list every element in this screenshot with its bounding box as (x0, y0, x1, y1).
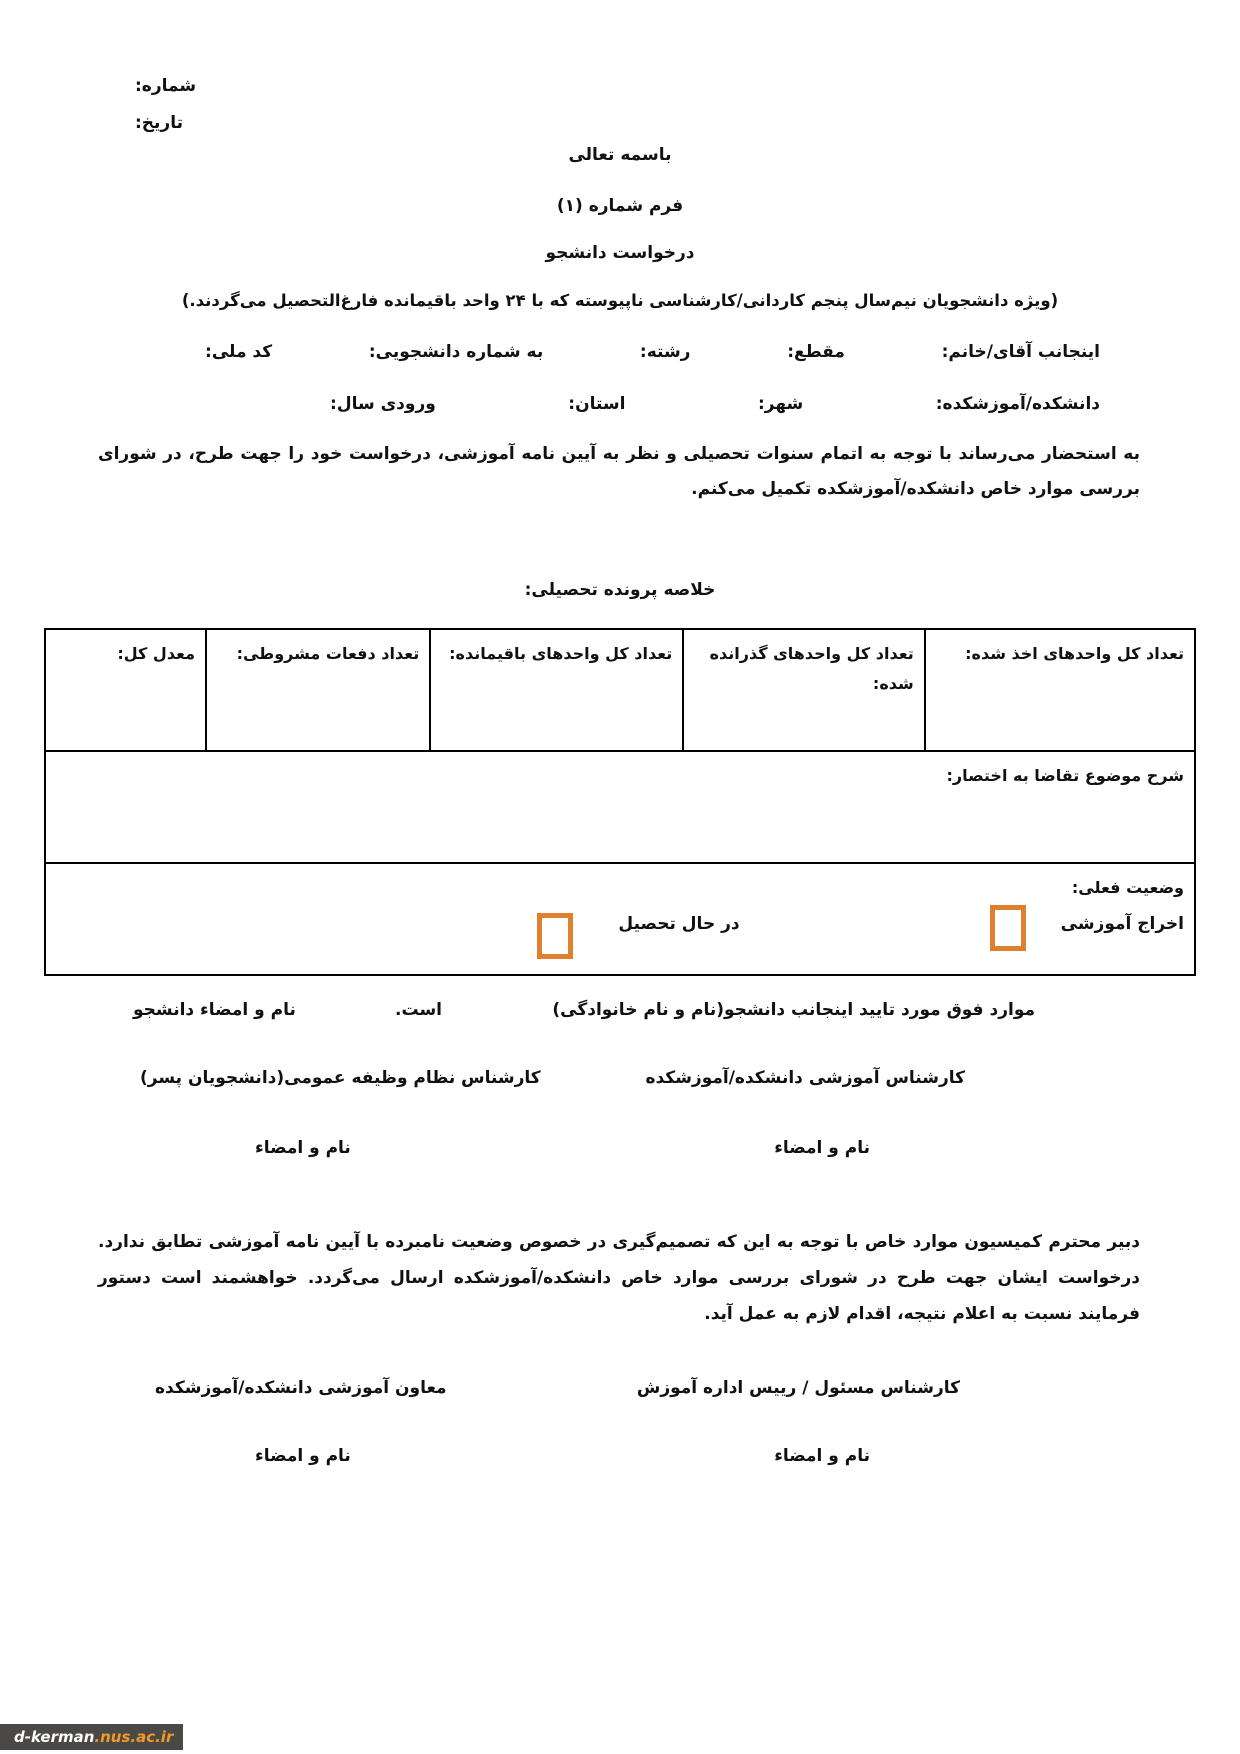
form-title: درخواست دانشجو (545, 243, 695, 263)
checkbox-currently-studying[interactable] (537, 913, 573, 959)
request-paragraph: به استحضار می‌رساند با توجه به اتمام سنوات تحصیلی و نظر به آیین نامه آموزشی، درخواست خود را جهت طرح، در شورای بررسی موارد خاص دانشکده/آموزشکده تکمیل می‌کنم. (98, 444, 1140, 499)
province-field-label: استان: (568, 394, 626, 414)
responsible-expert-label: کارشناس مسئول / رییس اداره آموزش (636, 1378, 960, 1398)
current-status-label: وضعیت فعلی: (1071, 878, 1184, 897)
status-options (52, 909, 1184, 959)
degree-field-label: مقطع: (787, 342, 845, 362)
table-header-row (45, 629, 1195, 751)
record-summary-heading: خلاصه پرونده تحصیلی: (524, 580, 716, 600)
site-watermark-suffix: .nus.ac.ir (94, 1728, 174, 1746)
checkbox-academic-dismissal[interactable] (990, 905, 1026, 951)
name-signature-left: نام و امضاء (255, 1138, 351, 1158)
col-units-passed: تعداد کل واحدهای گذرانده شده: (683, 629, 925, 751)
student-fields-row-2 (330, 394, 1100, 414)
city-field-label: شهر: (757, 394, 804, 414)
status-option-dismissal-label: اخراج آموزشی (1060, 914, 1184, 934)
request-description-row (45, 751, 1195, 863)
student-number-field-label: به شماره دانشجویی: (368, 342, 544, 362)
experts-row (0, 1068, 1240, 1098)
date-label: تاریخ: (135, 113, 183, 133)
national-id-field-label: کد ملی: (205, 342, 273, 362)
name-signature-right: نام و امضاء (774, 1138, 870, 1158)
student-fields-row-1 (205, 342, 1100, 362)
major-field-label: رشته: (639, 342, 691, 362)
status-option-studying-label: در حال تحصیل (618, 914, 740, 934)
site-watermark-main: d-kerman (14, 1728, 95, 1746)
applicant-name-field-label: اینجانب آقای/خانم: (941, 342, 1100, 362)
educational-deputy-label: معاون آموزشی دانشکده/آموزشکده (155, 1378, 447, 1398)
is-word: است. (395, 1000, 442, 1020)
commission-paragraph: دبیر محترم کمیسیون موارد خاص با توجه به این که تصمیم‌گیری در خصوص وضعیت نامبرده با آیین نامه آموزشی تطابق ندارد. درخواست ایشان جهت طرح در شورای بررسی موارد خاص دانشکده/آموزشکده ارسال می‌گردد. خواهشمند است دستور فرمایند نسبت به اعلام نتیجه، اقدام لازم به عمل آید. (98, 1232, 1140, 1324)
student-signature-label: نام و امضاء دانشجو (133, 1000, 296, 1020)
col-probation-count: تعداد دفعات مشروطی: (206, 629, 430, 751)
name-signature-row-2 (0, 1446, 1240, 1476)
academic-record-table (44, 628, 1196, 976)
final-name-signature-right: نام و امضاء (774, 1446, 870, 1466)
request-description-label: شرح موضوع تقاضا به اختصار: (45, 751, 1195, 863)
entry-year-field-label: ورودی سال: (330, 394, 436, 414)
document-meta (135, 68, 196, 142)
name-signature-row-1 (0, 1138, 1240, 1168)
military-service-expert-label: کارشناس نظام وظیفه عمومی(دانشجویان پسر) (140, 1068, 541, 1088)
number-label: شماره: (135, 76, 197, 96)
student-confirmation-text: موارد فوق مورد تایید اینجانب دانشجو(نام و نام خانوادگی) (552, 1000, 1035, 1020)
final-name-signature-left: نام و امضاء (255, 1446, 351, 1466)
basmala-heading: باسمه تعالی (568, 145, 672, 165)
col-units-taken: تعداد کل واحدهای اخذ شده: (925, 629, 1195, 751)
education-expert-label: کارشناس آموزشی دانشکده/آموزشکده (645, 1068, 965, 1088)
form-subtitle: (ویژه دانشجویان نیم‌سال پنجم کاردانی/کارشناسی ناپیوسته که با ۲۴ واحد باقیمانده فارغ‌التحصیل می‌گردند.) (181, 291, 1059, 310)
col-units-remaining: تعداد کل واحدهای باقیمانده: (430, 629, 683, 751)
confirmation-row (0, 1000, 1240, 1030)
faculty-field-label: دانشکده/آموزشکده: (935, 394, 1100, 414)
form-number-heading: فرم شماره (۱) (556, 196, 684, 216)
site-watermark (0, 1724, 183, 1750)
current-status-row (45, 863, 1195, 975)
col-gpa: معدل کل: (45, 629, 206, 751)
final-roles-row (0, 1378, 1240, 1408)
